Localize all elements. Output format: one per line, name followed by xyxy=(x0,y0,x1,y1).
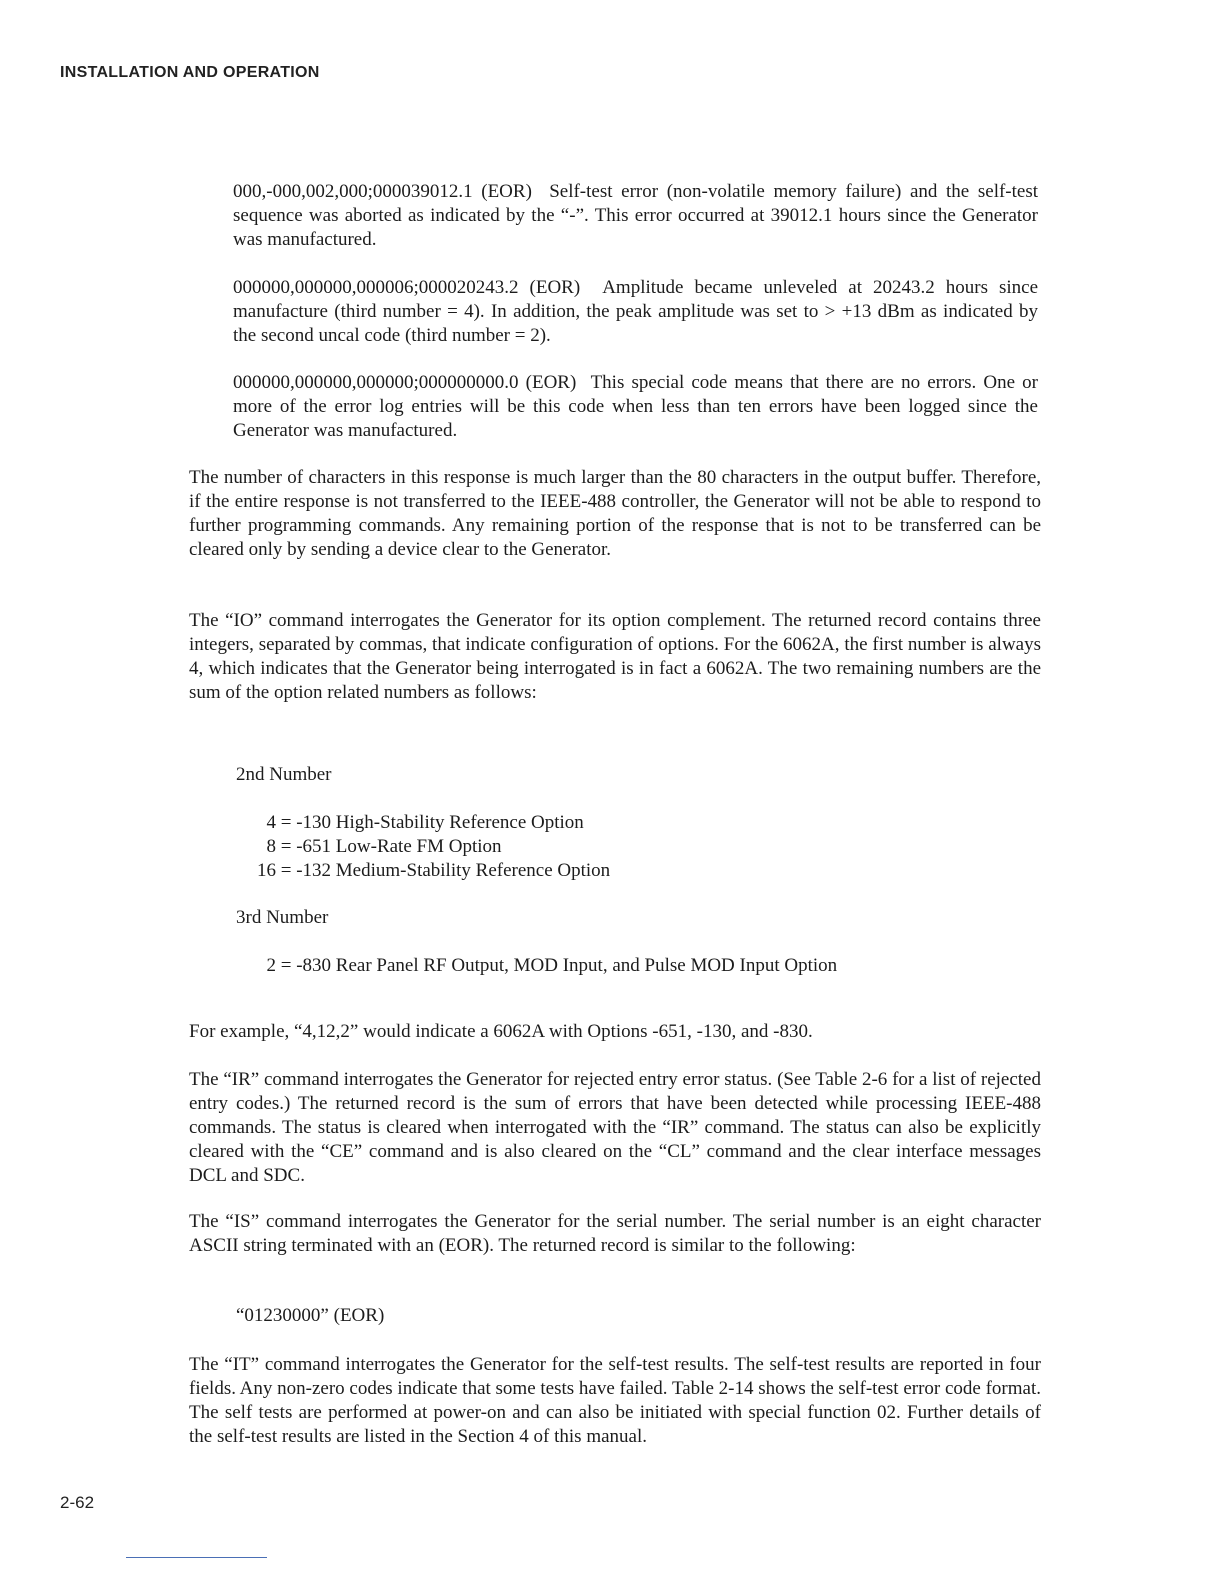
example-code-1: 000,-000,002,000;000039012.1 (EOR) xyxy=(233,181,532,202)
ir-command-paragraph: The “IR” command interrogates the Generator for rejected entry error status. (See Table 2-6 for a list of rejected entry codes.) The returned record is the sum of errors that have been detected while processing IEEE-488 commands. The status is cleared when interrogated with the “IR” command. The status can also be explicitly cleared with the “CE” command and is also cleared on the “CL” command and the clear interface messages DCL and SDC. xyxy=(189,1069,1041,1186)
option-description: = -130 High-Stability Reference Option xyxy=(280,812,584,833)
option-value: 16 xyxy=(257,860,276,881)
page-number: 2-62 xyxy=(60,1493,95,1512)
option-description: = -132 Medium-Stability Reference Option xyxy=(280,860,611,881)
option-value: 4 xyxy=(266,812,276,833)
option-description: = -651 Low-Rate FM Option xyxy=(280,836,502,857)
example-text-3: This special code means that there are no errors. One or more of the error log entries will be this code when less than ten errors have been logged since the Generator was manufactured. xyxy=(233,372,1038,441)
it-command-paragraph: The “IT” command interrogates the Generator for the self-test results. The self-test results are reported in four fields. Any non-zero codes indicate that some tests have failed. Table 2-14 shows the self-test error code format. The self tests are performed at power-on and can also be initiated with special function 02. Further details of the self-test results are listed in the Section 4 of this manual. xyxy=(189,1354,1041,1447)
example-paragraph-1 xyxy=(233,180,1038,252)
characters-paragraph: The number of characters in this response is much larger than the 80 characters in the output buffer. Therefore, if the entire response is not transferred to the IEEE-488 controller, the Generator will not be able to respond to further programming commands. Any remaining portion of the response that is not to be transferred can be cleared only by sending a device clear to the Generator. xyxy=(189,467,1041,560)
example-text-2: Amplitude became unleveled at 20243.2 hours since manufacture (third number = 4). In addition, the peak amplitude was set to > +13 dBm as indicated by the second uncal code (third number = 2). xyxy=(233,277,1039,346)
option-value: 2 xyxy=(266,955,276,976)
option-line xyxy=(256,811,584,835)
bottom-rule xyxy=(126,1557,267,1558)
example-paragraph-3 xyxy=(233,371,1038,443)
example-paragraph-2 xyxy=(233,276,1038,348)
is-command-paragraph: The “IS” command interrogates the Generator for the serial number. The serial number is an eight character ASCII string terminated with an (EOR). The returned record is similar to the following: xyxy=(189,1211,1041,1256)
example-code-3: 000000,000000,000000;000000000.0 (EOR) xyxy=(233,372,577,393)
option-description: = -830 Rear Panel RF Output, MOD Input, and Pulse MOD Input Option xyxy=(280,955,838,976)
option-line xyxy=(256,835,502,859)
serial-example: “01230000” (EOR) xyxy=(236,1305,385,1326)
option-line xyxy=(256,954,837,978)
example-text-1: Self-test error (non-volatile memory failure) and the self-test sequence was aborted as indicated by the “-”. This error occurred at 39012.1 hours since the Generator was manufactured. xyxy=(233,181,1039,250)
third-number-label: 3rd Number xyxy=(236,907,329,928)
example-options-paragraph: For example, “4,12,2” would indicate a 6062A with Options -651, -130, and -830. xyxy=(189,1021,813,1042)
option-value: 8 xyxy=(266,836,276,857)
option-line xyxy=(256,859,610,883)
running-head: INSTALLATION AND OPERATION xyxy=(60,64,320,81)
second-number-label: 2nd Number xyxy=(236,764,332,785)
example-code-2: 000000,000000,000006;000020243.2 (EOR) xyxy=(233,277,581,298)
io-command-paragraph: The “IO” command interrogates the Generator for its option complement. The returned record contains three integers, separated by commas, that indicate configuration of options. For the 6062A, the first number is always 4, which indicates that the Generator being interrogated is in fact a 6062A. The two remaining numbers are the sum of the option related numbers as follows: xyxy=(189,610,1041,703)
